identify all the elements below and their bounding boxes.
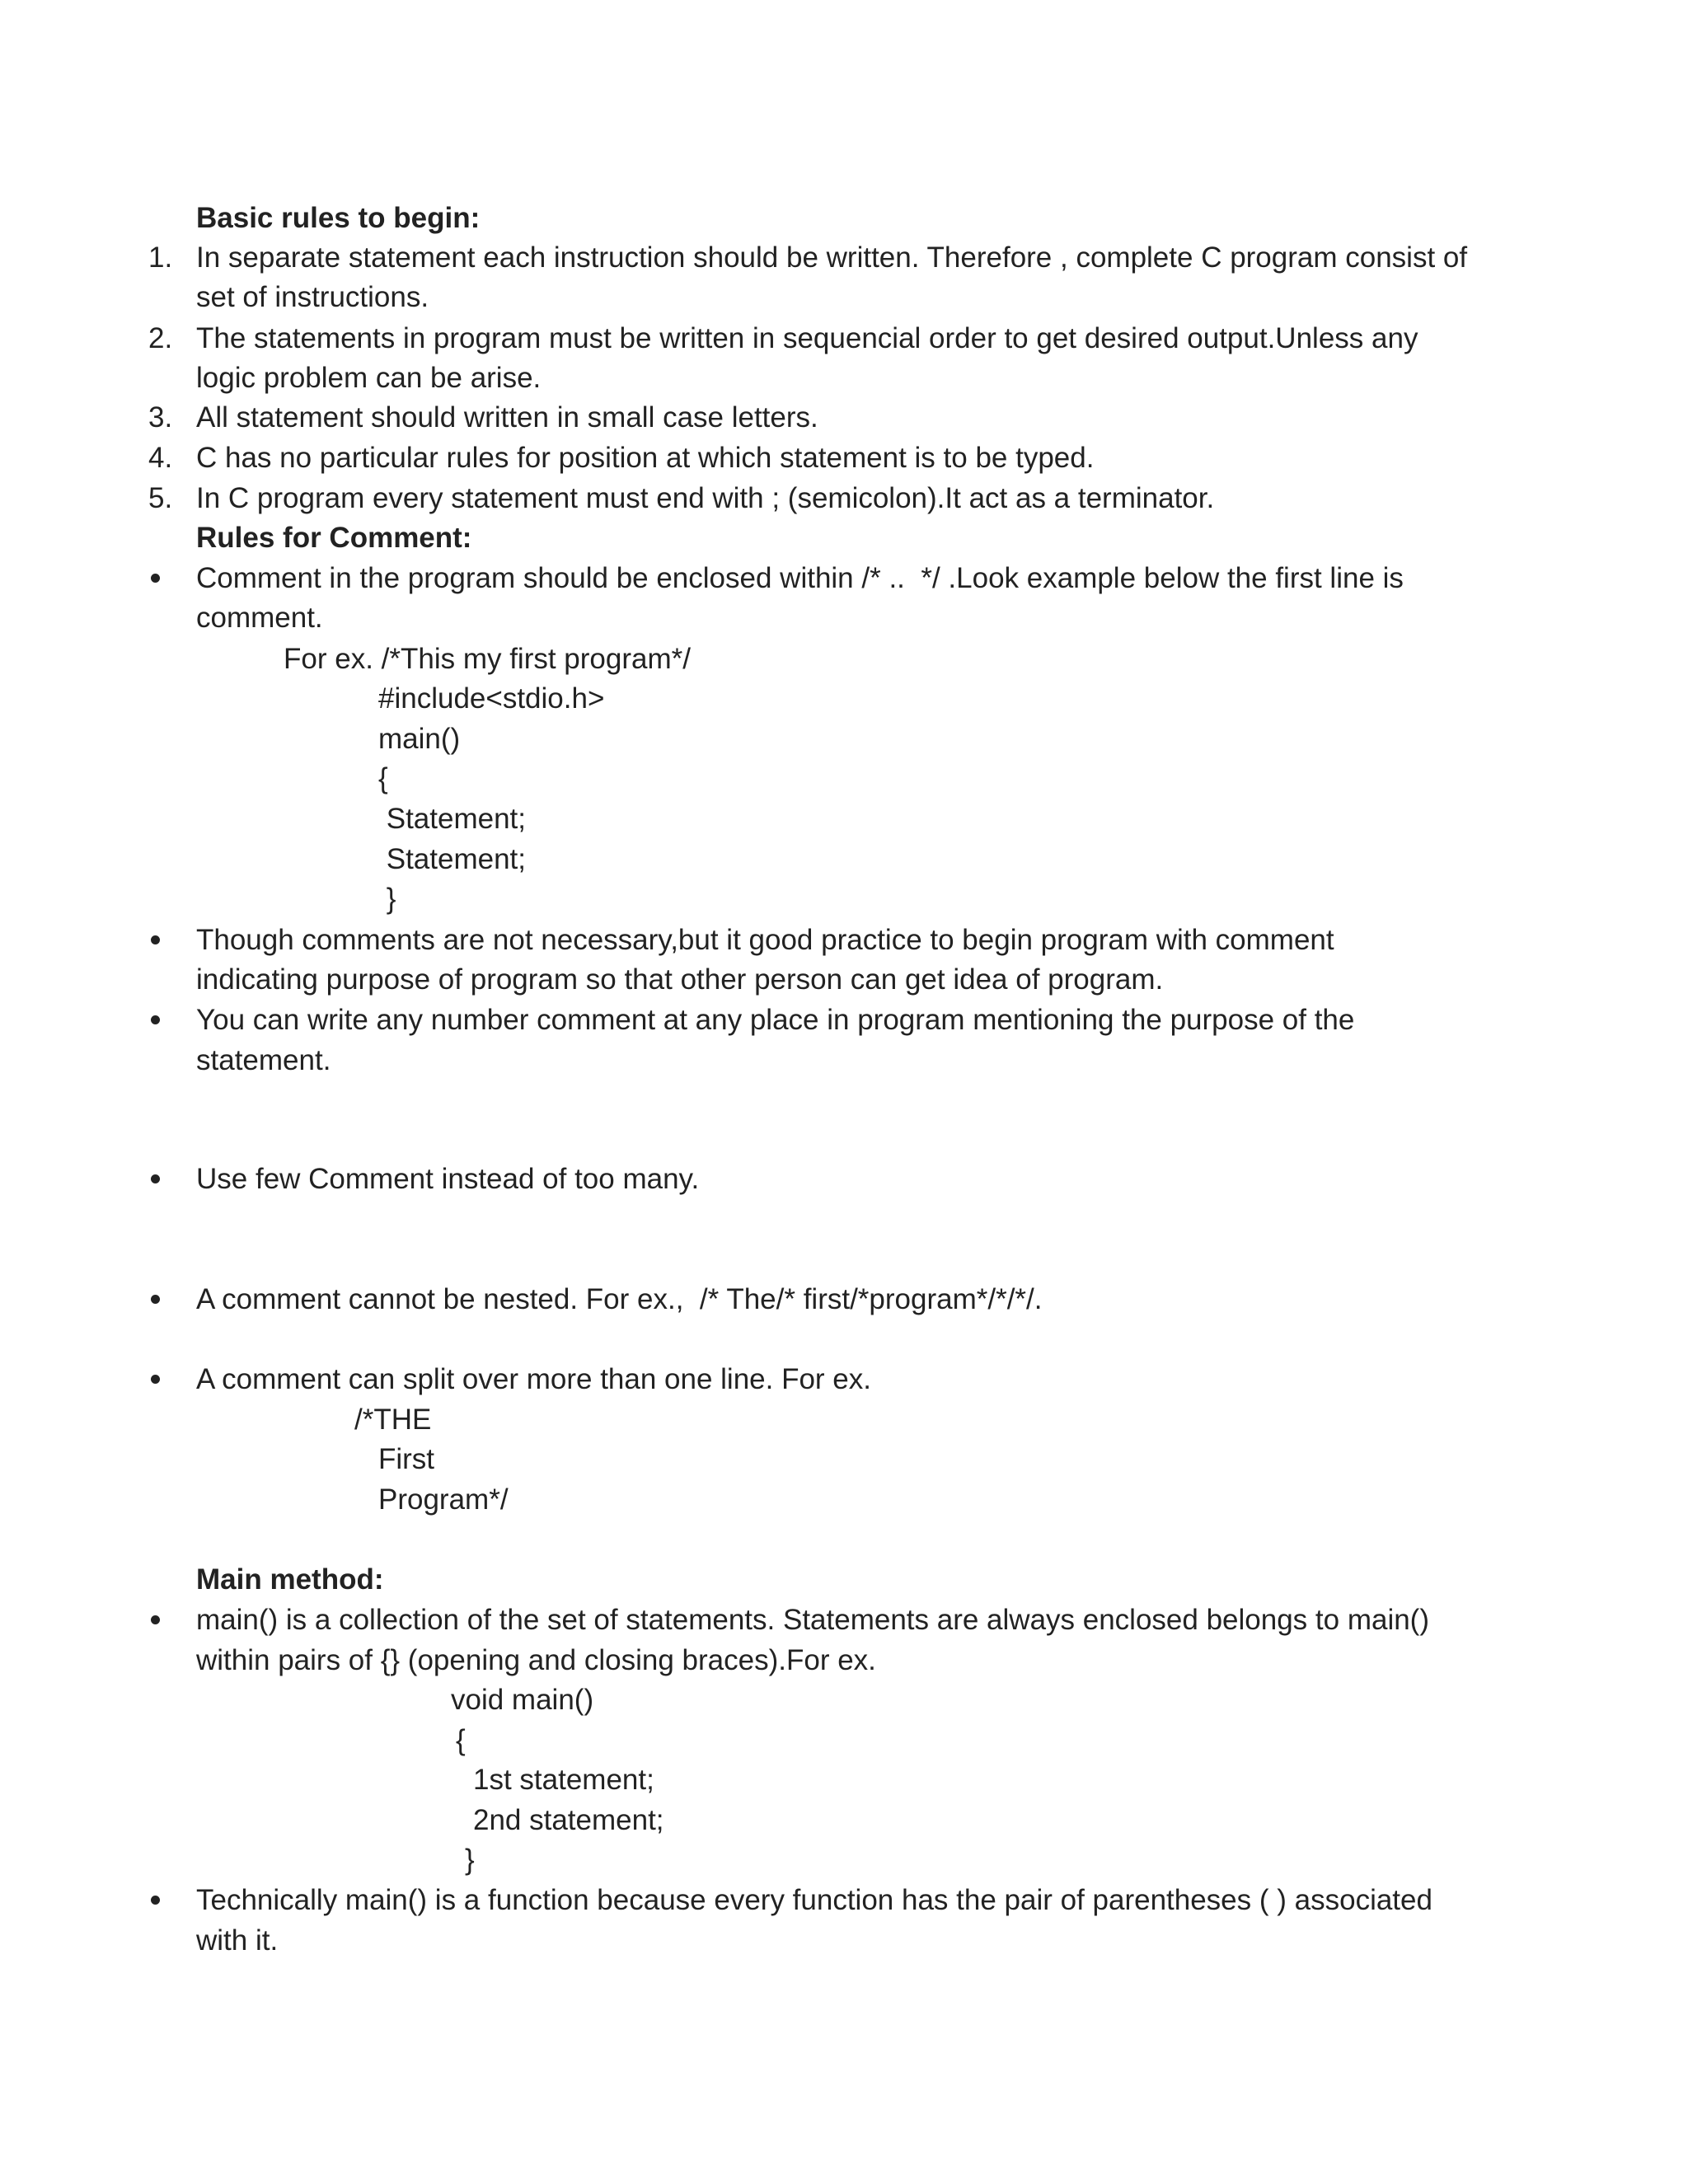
bullet-text: A comment cannot be nested. For ex., /* The/* first/*program*/*/*/. [196,1283,1043,1315]
basic-rules-heading: Basic rules to begin: [196,202,481,234]
bullet-text: statement. [196,1044,331,1076]
bullet-icon [151,1174,160,1183]
code-line: main() [378,723,461,755]
bullet-text: You can write any number comment at any place in program mentioning the purpose of the [196,1004,1355,1036]
list-item-text: All statement should written in small case letters. [196,401,818,434]
bullet-icon [151,1015,160,1024]
bullet-icon [151,574,160,583]
bullet-text: Technically main() is a function because every function has the pair of parentheses ( ) associated [196,1884,1432,1916]
code-line: Statement; [378,803,526,835]
main-method-heading: Main method: [196,1563,384,1596]
bullet-icon [151,1375,160,1384]
list-number: 1. [148,241,173,274]
code-line: /*THE [354,1404,432,1436]
code-line: } [465,1844,475,1876]
bullet-text: main() is a collection of the set of statements. Statements are always enclosed belongs to main() [196,1604,1429,1636]
code-line: First [378,1443,435,1475]
list-item-text: In separate statement each instruction should be written. Therefore , complete C program consist of [196,241,1468,274]
list-item-text: set of instructions. [196,281,429,313]
list-number: 2. [148,322,173,354]
code-line: 2nd statement; [473,1804,664,1836]
list-item-text: C has no particular rules for position at which statement is to be typed. [196,442,1095,474]
code-line: } [378,883,396,915]
code-line: Statement; [378,843,526,875]
comment-rules-heading: Rules for Comment: [196,522,472,554]
bullet-icon [151,1615,160,1624]
bullet-text: with it. [196,1924,279,1957]
code-line: 1st statement; [473,1764,654,1796]
code-line: { [456,1724,466,1756]
code-example-prefix: For ex. /*This my first program*/ [284,643,691,675]
bullet-text: Comment in the program should be enclosed within /* .. */ .Look example below the first line is [196,562,1404,594]
code-line: { [378,762,388,794]
list-item-text: logic problem can be arise. [196,362,542,394]
list-item-text: In C program every statement must end with ; (semicolon).It act as a terminator. [196,482,1215,514]
bullet-icon [151,1295,160,1304]
bullet-icon [151,1896,160,1905]
code-line: #include<stdio.h> [378,682,605,715]
bullet-icon [151,935,160,944]
code-line: void main() [451,1684,594,1716]
bullet-text: A comment can split over more than one line. For ex. [196,1363,871,1395]
bullet-text: Use few Comment instead of too many. [196,1163,700,1195]
list-number: 5. [148,482,173,514]
bullet-text: Though comments are not necessary,but it good practice to begin program with comment [196,924,1334,956]
bullet-text: within pairs of {} (opening and closing braces).For ex. [196,1644,876,1676]
list-item-text: The statements in program must be written in sequencial order to get desired output.Unless any [196,322,1418,354]
list-number: 4. [148,442,173,474]
bullet-text: comment. [196,602,323,634]
code-line: Program*/ [378,1483,509,1516]
bullet-text: indicating purpose of program so that other person can get idea of program. [196,963,1164,996]
list-number: 3. [148,401,173,434]
